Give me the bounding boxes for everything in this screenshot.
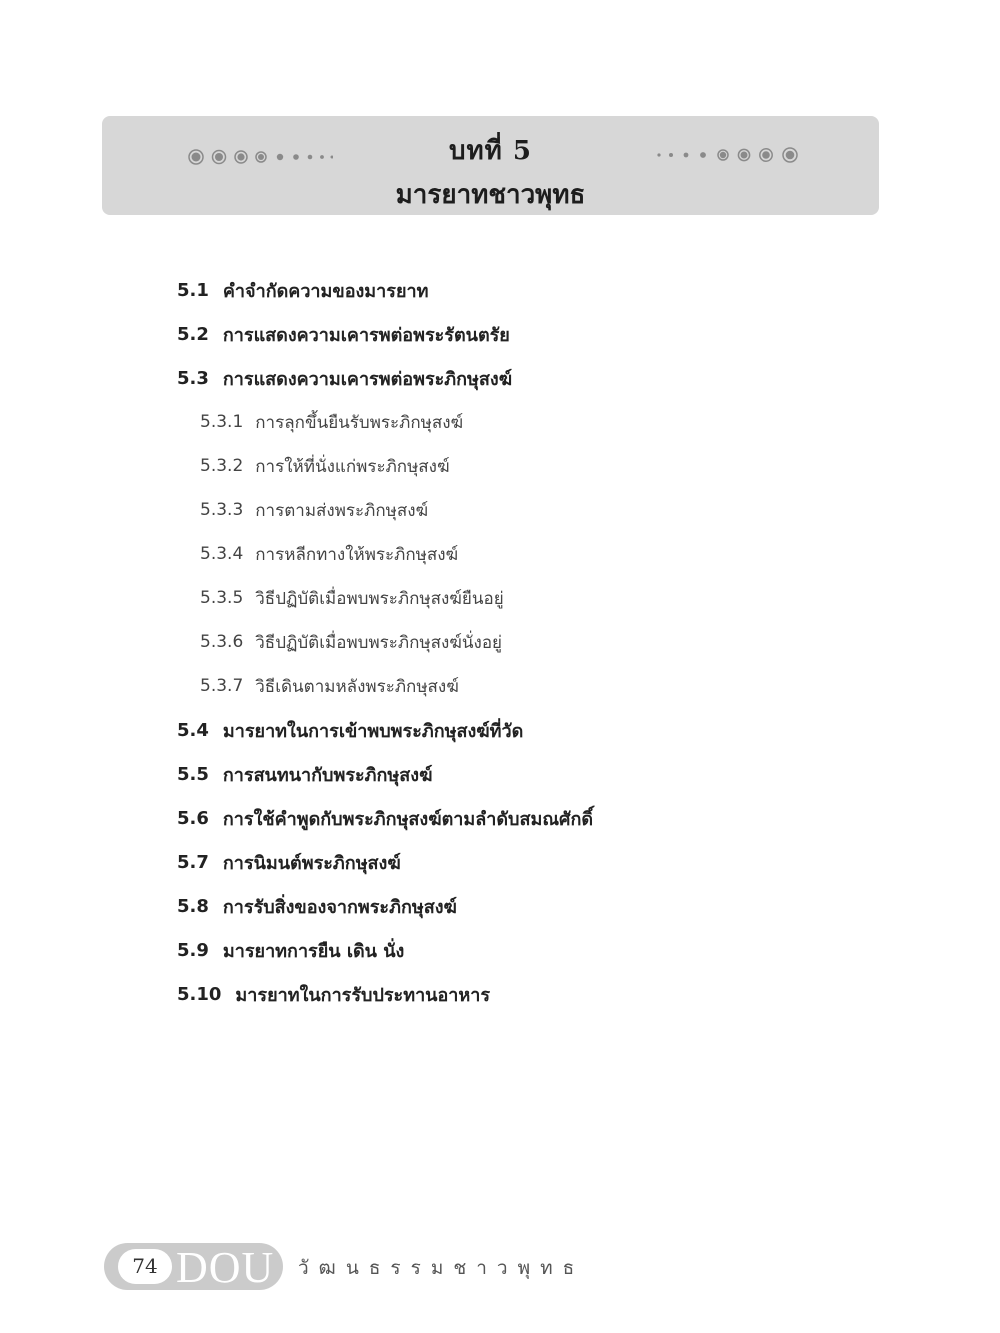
chapter-number: บทที่ 5 (449, 136, 532, 166)
toc-number: 5.3.5 (200, 588, 244, 608)
table-of-contents (177, 268, 857, 1016)
toc-item (177, 928, 857, 972)
decorative-dots-right-icon (656, 146, 801, 164)
toc-item (177, 268, 857, 312)
toc-item (177, 972, 857, 1016)
footer-badge (104, 1243, 283, 1290)
toc-number: 5.3 (177, 367, 209, 389)
toc-number: 5.2 (177, 323, 209, 345)
toc-number: 5.3.6 (200, 632, 244, 652)
toc-text: คำจำกัดความของมารยาท (222, 280, 429, 302)
toc-text: การรับสิ่งของจากพระภิกษุสงฆ์ (222, 896, 457, 918)
toc-text: มารยาทในการรับประทานอาหาร (235, 984, 491, 1006)
toc-number: 5.9 (177, 939, 209, 961)
toc-number: 5.3.1 (200, 412, 244, 432)
toc-text: การแสดงความเคารพต่อพระรัตนตรัย (222, 324, 510, 346)
chapter-title: มารยาทชาวพุทธ (395, 180, 586, 210)
toc-text: การให้ที่นั่งแก่พระภิกษุสงฆ์ (255, 456, 450, 477)
toc-number: 5.7 (177, 851, 209, 873)
toc-text: การแสดงความเคารพต่อพระภิกษุสงฆ์ (222, 368, 513, 390)
toc-number: 5.1 (177, 279, 209, 301)
toc-item (177, 356, 857, 400)
toc-number: 5.6 (177, 807, 209, 829)
toc-number: 5.3.4 (200, 544, 244, 564)
toc-item (177, 752, 857, 796)
toc-text: การสนทนากับพระภิกษุสงฆ์ (222, 764, 433, 786)
chapter-header-banner (102, 116, 879, 215)
toc-text: วิธีปฏิบัติเมื่อพบพระภิกษุสงฆ์ยืนอยู่ (255, 588, 504, 609)
toc-text: วิธีเดินตามหลังพระภิกษุสงฆ์ (255, 676, 459, 697)
toc-number: 5.3.7 (200, 676, 244, 696)
toc-number: 5.8 (177, 895, 209, 917)
toc-number: 5.10 (177, 983, 222, 1005)
toc-number: 5.3.2 (200, 456, 244, 476)
footer-brand-logo: DOU (176, 1243, 275, 1292)
toc-number: 5.4 (177, 719, 209, 741)
toc-item (177, 796, 857, 840)
toc-text: มารยาทการยืน เดิน นั่ง (222, 940, 405, 962)
toc-text: การนิมนต์พระภิกษุสงฆ์ (222, 852, 401, 874)
toc-number: 5.5 (177, 763, 209, 785)
toc-number: 5.3.3 (200, 500, 244, 520)
toc-text: มารยาทในการเข้าพบพระภิกษุสงฆ์ที่วัด (222, 720, 524, 742)
toc-text: การลุกขึ้นยืนรับพระภิกษุสงฆ์ (255, 412, 464, 433)
toc-item (177, 708, 857, 752)
toc-subitem (177, 664, 857, 708)
toc-item (177, 884, 857, 928)
toc-subitem (177, 444, 857, 488)
toc-text: วิธีปฏิบัติเมื่อพบพระภิกษุสงฆ์นั่งอยู่ (255, 632, 503, 653)
toc-text: การตามส่งพระภิกษุสงฆ์ (255, 500, 429, 521)
page-number: 74 (118, 1249, 172, 1284)
toc-subitem (177, 488, 857, 532)
toc-item (177, 840, 857, 884)
footer-book-title: วัฒนธรรมชาวพุทธ (298, 1257, 585, 1279)
toc-subitem (177, 620, 857, 664)
toc-subitem (177, 532, 857, 576)
toc-item (177, 312, 857, 356)
toc-subitem (177, 400, 857, 444)
toc-subitem (177, 576, 857, 620)
toc-text: การใช้คำพูดกับพระภิกษุสงฆ์ตามลำดับสมณศักดิ์ (222, 808, 594, 830)
toc-text: การหลีกทางให้พระภิกษุสงฆ์ (255, 544, 459, 565)
